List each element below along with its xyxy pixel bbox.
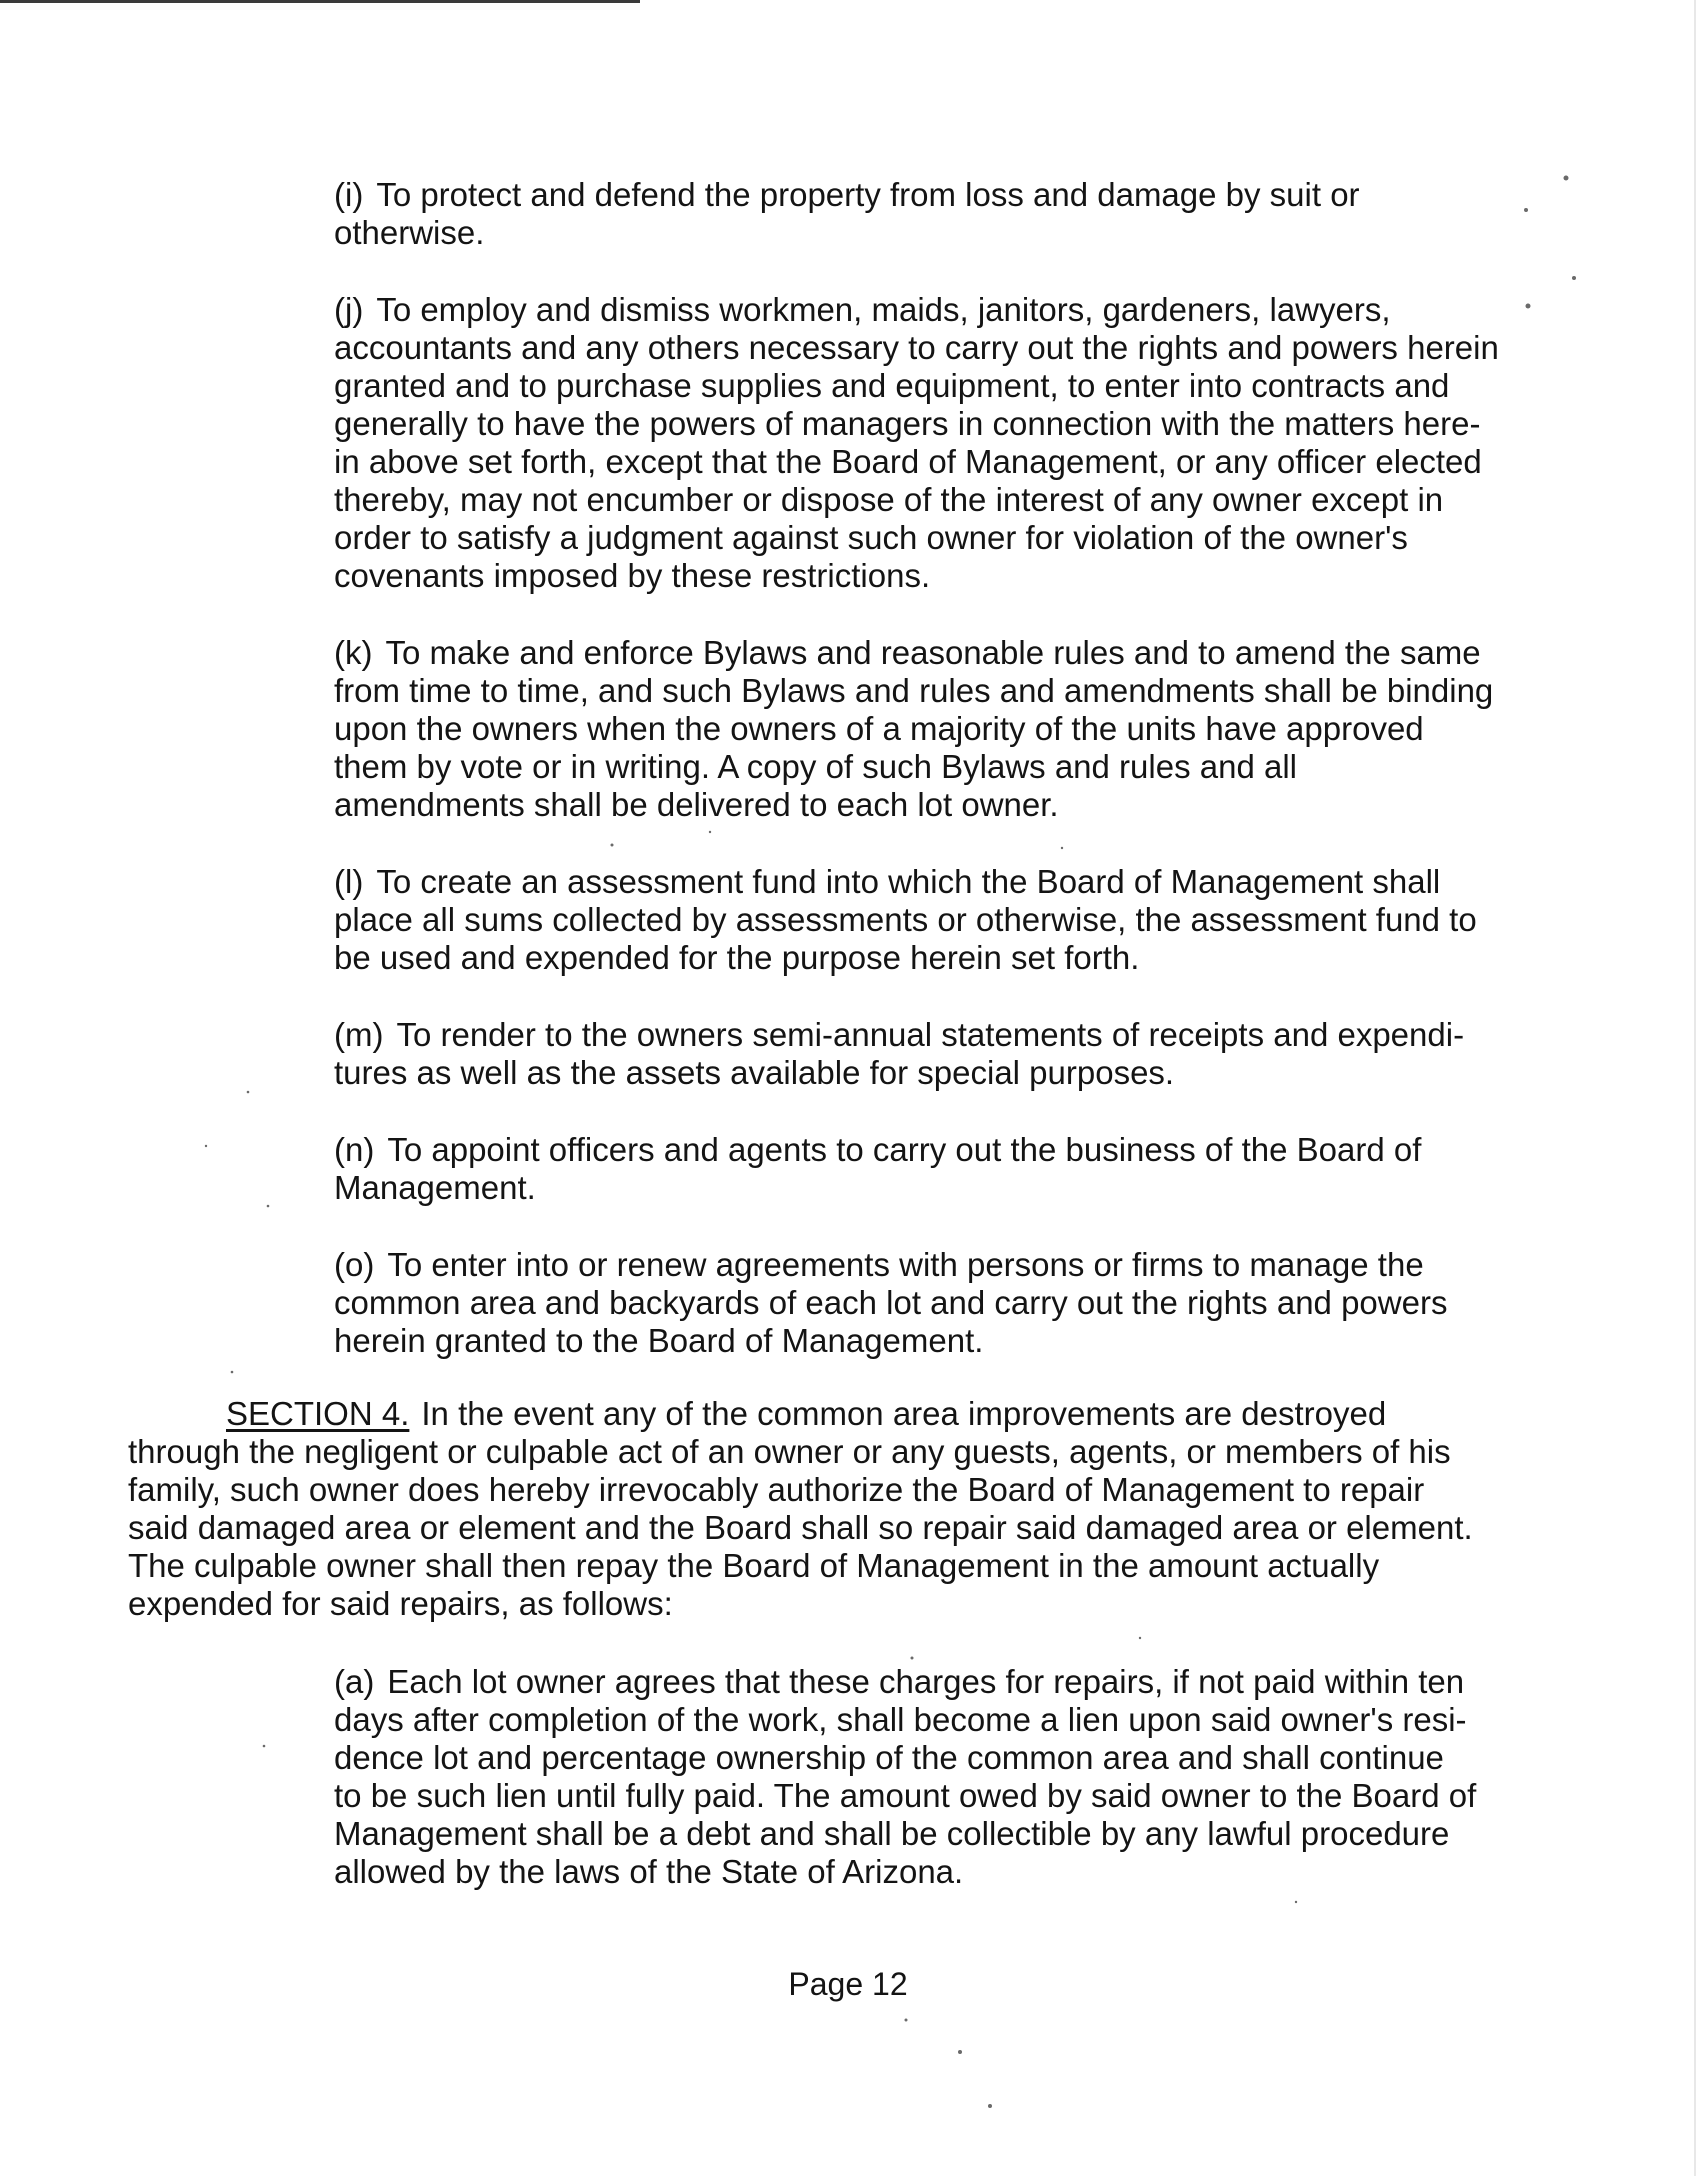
clause-line [334,863,1554,901]
clause-line [334,176,1554,214]
clause-line [334,1663,1554,1701]
clause-line: to be such lien until fully paid. The amount owed by said owner to the Board of [334,1777,1477,1814]
page-number: Page 12 [788,1966,908,2002]
clause-tag: (a) [334,1663,375,1700]
clause-text: Each lot owner agrees that these charges for repairs, if not paid within ten [387,1663,1465,1700]
clause-tag: (n) [334,1131,375,1168]
clause-line: accountants and any others necessary to carry out the rights and powers herein [334,329,1499,366]
clause-line: days after completion of the work, shall become a lien upon said owner's resi- [334,1701,1467,1738]
section-4-paragraph [128,1395,1528,1623]
clause-line: be used and expended for the purpose herein set forth. [334,939,1140,976]
clause-line: allowed by the laws of the State of Arizona. [334,1853,964,1890]
clause-text: To enter into or renew agreements with persons or firms to manage the [387,1246,1424,1283]
clause-i [334,176,1554,252]
clause-text: To protect and defend the property from loss and damage by suit or [376,176,1360,213]
section-line: family, such owner does hereby irrevocably authorize the Board of Management to repair [128,1471,1425,1508]
section-line: through the negligent or culpable act of an owner or any guests, agents, or members of his [128,1433,1451,1470]
clause-line: Management shall be a debt and shall be collectible by any lawful procedure [334,1815,1450,1852]
section-line: The culpable owner shall then repay the Board of Management in the amount actually [128,1547,1380,1584]
clause-line: Management. [334,1169,536,1206]
scan-top-edge [0,0,640,3]
clause-line: them by vote or in writing. A copy of such Bylaws and rules and all [334,748,1297,785]
clause-line: dence lot and percentage ownership of the common area and shall continue [334,1739,1444,1776]
clause-line: covenants imposed by these restrictions. [334,557,931,594]
clause-line: common area and backyards of each lot and carry out the rights and powers [334,1284,1448,1321]
clause-line: thereby, may not encumber or dispose of the interest of any owner except in [334,481,1444,518]
clause-tag: (m) [334,1016,384,1053]
section-heading: SECTION 4. [226,1395,410,1432]
clause-m [334,1016,1554,1092]
clause-line: order to satisfy a judgment against such owner for violation of the owner's [334,519,1408,556]
clause-o [334,1246,1554,1360]
section-line: expended for said repairs, as follows: [128,1585,673,1622]
clause-line [334,291,1554,329]
section-text: In the event any of the common area improvements are destroyed [421,1395,1387,1432]
clause-line [334,1131,1554,1169]
clause-line: from time to time, and such Bylaws and rules and amendments shall be binding [334,672,1494,709]
clause-line: otherwise. [334,214,485,251]
clause-line: in above set forth, except that the Board of Management, or any officer elected [334,443,1482,480]
clause-l [334,863,1554,977]
clause-text: To render to the owners semi-annual statements of receipts and expendi- [396,1016,1465,1053]
clause-line: upon the owners when the owners of a majority of the units have approved [334,710,1424,747]
clause-text: To create an assessment fund into which the Board of Management shall [376,863,1441,900]
section-line: said damaged area or element and the Board shall so repair said damaged area or element. [128,1509,1473,1546]
clause-tag: (o) [334,1246,375,1283]
clause-tag: (j) [334,291,364,328]
clause-line: granted and to purchase supplies and equipment, to enter into contracts and [334,367,1450,404]
clause-j [334,291,1554,595]
clause-tag: (i) [334,176,364,213]
clause-line: herein granted to the Board of Management. [334,1322,984,1359]
clause-line [334,1016,1554,1054]
clause-text: To appoint officers and agents to carry out the business of the Board of [387,1131,1422,1168]
clause-line: tures as well as the assets available for special purposes. [334,1054,1175,1091]
clause-k [334,634,1554,824]
page-body [0,176,1696,2076]
clause-line [334,634,1554,672]
clause-line: generally to have the powers of managers in connection with the matters here- [334,405,1481,442]
clause-n [334,1131,1554,1207]
clause-line [334,1246,1554,1284]
clause-line: place all sums collected by assessments or otherwise, the assessment fund to [334,901,1477,938]
section-first-line [128,1395,1528,1433]
clause-tag: (l) [334,863,364,900]
clause-text: To employ and dismiss workmen, maids, janitors, gardeners, lawyers, [376,291,1391,328]
clause-line: amendments shall be delivered to each lot owner. [334,786,1059,823]
clause-tag: (k) [334,634,373,671]
clause-text: To make and enforce Bylaws and reasonable rules and to amend the same [385,634,1481,671]
sub-clause-a [334,1663,1554,1891]
